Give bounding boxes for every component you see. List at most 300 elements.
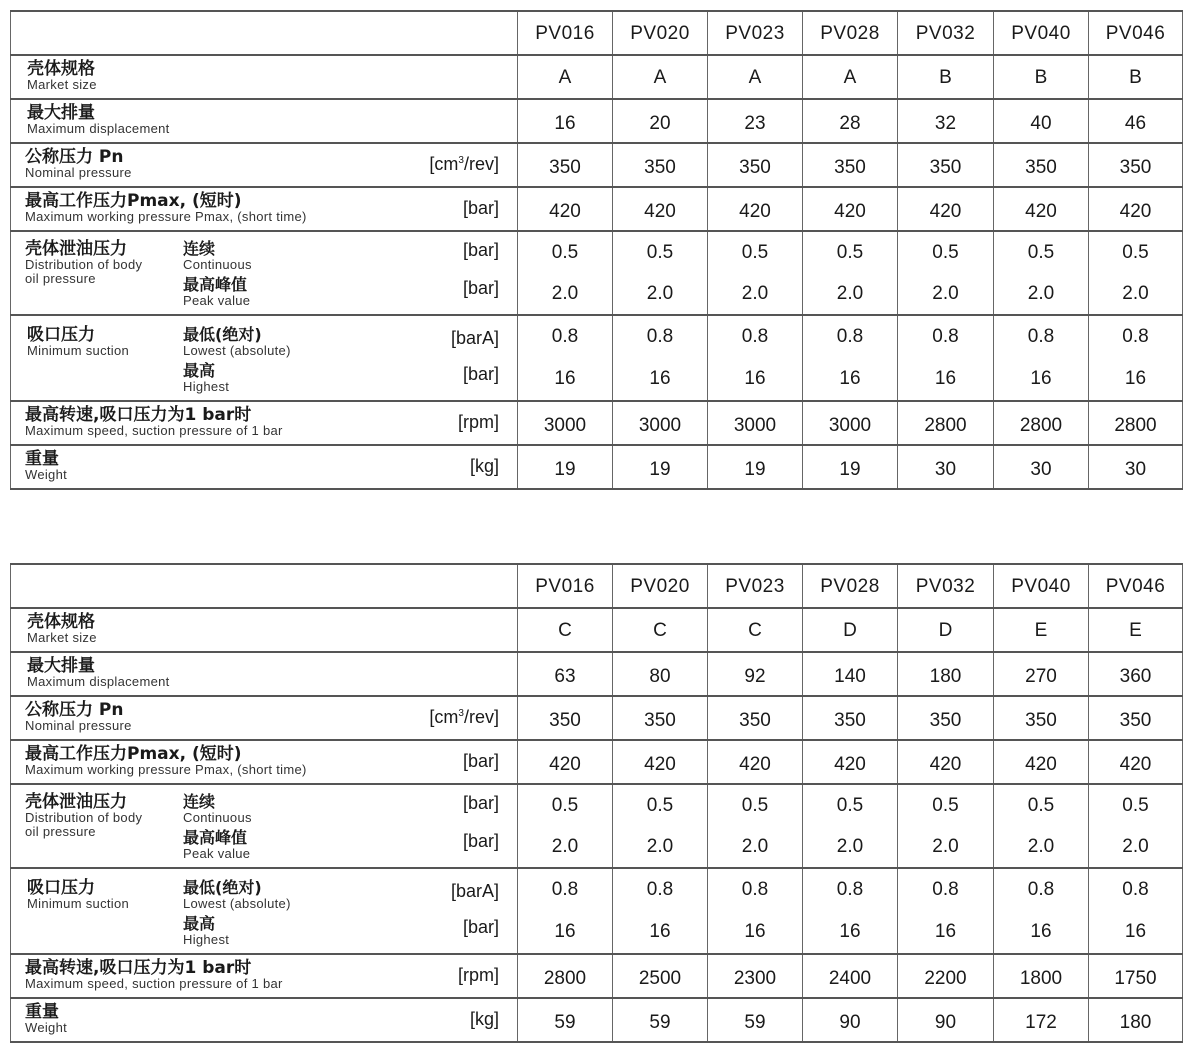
nominal-label-en: Nominal pressure bbox=[25, 165, 132, 180]
model-header: PV020 bbox=[613, 11, 708, 55]
speed-value: 2800 bbox=[1114, 415, 1157, 436]
row-label-displacement bbox=[11, 99, 518, 143]
value-cell bbox=[1089, 954, 1183, 998]
value-cell bbox=[708, 99, 803, 143]
model-header: PV040 bbox=[994, 11, 1089, 55]
value-cell bbox=[803, 231, 898, 315]
body-oil-label-zh: 壳体泄油压力 bbox=[25, 792, 127, 812]
weight-label-zh: 重量 bbox=[25, 449, 59, 469]
weight-value: 180 bbox=[1119, 1012, 1152, 1033]
header-row bbox=[11, 564, 1183, 608]
continuous-label-en: Continuous bbox=[183, 810, 252, 825]
continuous-value: 0.5 bbox=[932, 241, 959, 263]
displacement-label-zh: 最大排量 bbox=[27, 656, 95, 676]
lowest-label-en: Lowest (absolute) bbox=[183, 896, 291, 911]
highest-label-en: Highest bbox=[183, 932, 230, 947]
value-cell bbox=[898, 315, 994, 401]
displacement-label bbox=[27, 657, 170, 689]
value-cell bbox=[898, 784, 994, 868]
highest-value: 16 bbox=[554, 368, 576, 389]
pmax-label bbox=[25, 745, 307, 777]
model-header: PV046 bbox=[1089, 11, 1183, 55]
weight-value: 90 bbox=[839, 1012, 861, 1033]
value-cell bbox=[1089, 187, 1183, 231]
body-oil-label bbox=[25, 240, 142, 286]
lowest-unit: [barA] bbox=[450, 328, 499, 348]
continuous-value: 0.5 bbox=[1122, 794, 1149, 816]
weight-value: 19 bbox=[839, 459, 861, 480]
pmax-value: 420 bbox=[929, 754, 962, 775]
weight-value: 19 bbox=[554, 459, 576, 480]
value-cell bbox=[994, 315, 1089, 401]
value-cell bbox=[1089, 315, 1183, 401]
value-cell bbox=[994, 608, 1089, 652]
value-cell bbox=[613, 696, 708, 740]
nominal-label-zh: 公称压力 Pn bbox=[25, 700, 124, 720]
highest-value: 16 bbox=[1030, 368, 1052, 389]
lowest-label bbox=[183, 326, 291, 358]
peak-value: 2.0 bbox=[551, 835, 579, 857]
continuous-value: 0.5 bbox=[646, 241, 674, 263]
model-header: PV028 bbox=[803, 11, 898, 55]
displacement-value: 16 bbox=[554, 113, 576, 134]
value-cell bbox=[994, 998, 1089, 1042]
highest-value: 16 bbox=[649, 368, 671, 389]
lowest-value: 0.8 bbox=[932, 326, 959, 347]
row-label-weight bbox=[11, 445, 518, 489]
weight-label bbox=[25, 1003, 67, 1035]
lowest-value: 0.8 bbox=[646, 879, 674, 900]
weight-value: 172 bbox=[1025, 1012, 1057, 1033]
row-label-suction bbox=[11, 315, 518, 401]
value-cell bbox=[994, 187, 1089, 231]
displacement-value: 92 bbox=[744, 666, 766, 687]
continuous-value: 0.5 bbox=[646, 794, 674, 816]
row-label-oil bbox=[11, 784, 518, 868]
value-cell bbox=[613, 652, 708, 696]
nominal-value: 350 bbox=[644, 157, 676, 178]
model-header: PV040 bbox=[994, 564, 1089, 608]
row-market_size bbox=[11, 55, 1183, 99]
row-suction bbox=[11, 315, 1183, 401]
model-header: PV016 bbox=[518, 11, 613, 55]
displacement-value: 270 bbox=[1025, 666, 1057, 687]
nominal-unit-post: /rev] bbox=[463, 154, 499, 174]
market_size-label-en: Market size bbox=[27, 77, 97, 92]
speed-label bbox=[25, 959, 283, 991]
speed-label-zh: 最高转速,吸口压力为1 bar时 bbox=[25, 958, 252, 978]
row-suction bbox=[11, 868, 1183, 954]
nominal-label bbox=[25, 701, 132, 733]
peak-value: 2.0 bbox=[836, 282, 864, 304]
value-cell bbox=[994, 99, 1089, 143]
value-cell bbox=[1089, 55, 1183, 99]
continuous-value: 0.5 bbox=[1027, 794, 1055, 816]
highest-label-en: Highest bbox=[183, 379, 230, 394]
value-cell bbox=[994, 868, 1089, 954]
value-cell bbox=[708, 784, 803, 868]
displacement-value: 20 bbox=[649, 113, 671, 134]
displacement-value: 80 bbox=[649, 666, 671, 687]
pmax-value: 420 bbox=[644, 754, 676, 775]
nominal-value: 350 bbox=[929, 710, 962, 731]
market_size-value: C bbox=[558, 620, 572, 641]
speed-value: 3000 bbox=[733, 415, 777, 436]
row-label-suction bbox=[11, 868, 518, 954]
value-cell bbox=[613, 784, 708, 868]
value-cell bbox=[898, 99, 994, 143]
market_size-value: A bbox=[748, 67, 762, 88]
value-cell bbox=[518, 652, 613, 696]
lowest-value: 0.8 bbox=[741, 326, 769, 347]
value-cell bbox=[898, 401, 994, 445]
weight-value: 30 bbox=[1124, 459, 1147, 480]
continuous-value: 0.5 bbox=[551, 241, 579, 263]
highest-value: 16 bbox=[744, 368, 766, 389]
value-cell bbox=[1089, 868, 1183, 954]
value-cell bbox=[708, 740, 803, 784]
row-label-speed bbox=[11, 401, 518, 445]
nominal-value: 350 bbox=[739, 157, 771, 178]
speed-value: 2400 bbox=[828, 968, 872, 989]
value-cell bbox=[1089, 696, 1183, 740]
pmax-value: 420 bbox=[1025, 754, 1057, 775]
row-label-displacement bbox=[11, 652, 518, 696]
continuous-label-en: Continuous bbox=[183, 257, 252, 272]
nominal-value: 350 bbox=[644, 710, 676, 731]
model-header: PV023 bbox=[708, 564, 803, 608]
pmax-label-zh: 最高工作压力Pmax, (短时) bbox=[25, 191, 242, 211]
body-oil-label-en-2: oil pressure bbox=[25, 271, 96, 286]
continuous-value: 0.5 bbox=[836, 241, 864, 263]
peak-value: 2.0 bbox=[1027, 835, 1055, 857]
continuous-unit: [bar] bbox=[462, 240, 499, 260]
weight-value: 59 bbox=[744, 1012, 766, 1033]
row-label-pmax bbox=[11, 187, 518, 231]
value-cell bbox=[613, 187, 708, 231]
row-market_size bbox=[11, 608, 1183, 652]
row-label-nominal bbox=[11, 143, 518, 187]
weight-label-en: Weight bbox=[25, 1020, 68, 1035]
lowest-value: 0.8 bbox=[836, 879, 864, 900]
value-cell bbox=[518, 740, 613, 784]
highest-value: 16 bbox=[1124, 368, 1147, 389]
continuous-value: 0.5 bbox=[932, 794, 959, 816]
nominal-unit-post: /rev] bbox=[463, 707, 499, 727]
value-cell bbox=[518, 315, 613, 401]
displacement-value: 180 bbox=[929, 666, 962, 687]
speed-value: 2800 bbox=[543, 968, 587, 989]
peak-label-zh: 最高峰值 bbox=[183, 828, 248, 847]
header-row bbox=[11, 11, 1183, 55]
speed-unit: [rpm] bbox=[457, 412, 499, 432]
value-cell bbox=[1089, 143, 1183, 187]
speed-value: 3000 bbox=[543, 415, 587, 436]
value-cell bbox=[994, 231, 1089, 315]
value-cell bbox=[708, 696, 803, 740]
peak-value: 2.0 bbox=[1122, 835, 1149, 857]
value-cell bbox=[803, 187, 898, 231]
value-cell bbox=[1089, 401, 1183, 445]
value-cell bbox=[898, 998, 994, 1042]
nominal-value: 350 bbox=[834, 710, 866, 731]
nominal-unit bbox=[429, 154, 499, 175]
nominal-value: 350 bbox=[1119, 710, 1152, 731]
peak-unit: [bar] bbox=[462, 278, 499, 298]
lowest-value: 0.8 bbox=[932, 879, 959, 900]
value-cell bbox=[518, 55, 613, 99]
displacement-label-en: Maximum displacement bbox=[27, 121, 170, 136]
model-header: PV032 bbox=[898, 564, 994, 608]
pmax-value: 420 bbox=[739, 201, 771, 222]
displacement-label bbox=[27, 104, 170, 136]
value-cell bbox=[613, 608, 708, 652]
spec-table-1 bbox=[10, 10, 1183, 490]
value-cell bbox=[898, 608, 994, 652]
pmax-value: 420 bbox=[644, 201, 676, 222]
lowest-value: 0.8 bbox=[551, 879, 579, 900]
displacement-value: 23 bbox=[744, 113, 766, 134]
value-cell bbox=[518, 187, 613, 231]
suction-label-zh: 吸口压力 bbox=[27, 878, 95, 898]
body-oil-label-en: Distribution of body bbox=[25, 810, 143, 825]
market_size-value: E bbox=[1129, 620, 1142, 641]
continuous-value: 0.5 bbox=[836, 794, 864, 816]
lowest-label-zh: 最低(绝对) bbox=[183, 325, 262, 344]
nominal-unit-sup: 3 bbox=[458, 155, 464, 166]
value-cell bbox=[994, 445, 1089, 489]
value-cell bbox=[803, 954, 898, 998]
nominal-unit-pre: [cm bbox=[429, 154, 459, 174]
speed-label-en: Maximum speed, suction pressure of 1 bar bbox=[25, 423, 283, 438]
highest-value: 16 bbox=[934, 368, 957, 389]
nominal-value: 350 bbox=[1025, 710, 1057, 731]
displacement-label-en: Maximum displacement bbox=[27, 674, 170, 689]
pmax-unit: [bar] bbox=[462, 198, 499, 218]
value-cell bbox=[518, 445, 613, 489]
nominal-value: 350 bbox=[929, 157, 962, 178]
pmax-label-zh: 最高工作压力Pmax, (短时) bbox=[25, 744, 242, 764]
displacement-value: 63 bbox=[554, 666, 576, 687]
value-cell bbox=[613, 315, 708, 401]
market_size-value: D bbox=[938, 620, 953, 641]
value-cell bbox=[803, 998, 898, 1042]
displacement-value: 46 bbox=[1124, 113, 1147, 134]
suction-label bbox=[27, 879, 129, 911]
peak-value: 2.0 bbox=[836, 835, 864, 857]
peak-label bbox=[183, 276, 250, 308]
row-pmax bbox=[11, 187, 1183, 231]
market_size-label-en: Market size bbox=[27, 630, 97, 645]
header-corner bbox=[11, 564, 518, 608]
value-cell bbox=[708, 401, 803, 445]
body-oil-label-zh: 壳体泄油压力 bbox=[25, 239, 127, 259]
row-speed bbox=[11, 401, 1183, 445]
nominal-value: 350 bbox=[834, 157, 866, 178]
peak-label bbox=[183, 829, 250, 861]
displacement-value: 28 bbox=[839, 113, 861, 134]
row-oil bbox=[11, 784, 1183, 868]
value-cell bbox=[1089, 740, 1183, 784]
model-header: PV023 bbox=[708, 11, 803, 55]
continuous-unit: [bar] bbox=[462, 793, 499, 813]
value-cell bbox=[994, 784, 1089, 868]
value-cell bbox=[994, 401, 1089, 445]
weight-value: 59 bbox=[649, 1012, 671, 1033]
market_size-label-zh: 壳体规格 bbox=[27, 612, 95, 632]
market_size-label bbox=[27, 60, 97, 92]
value-cell bbox=[518, 231, 613, 315]
value-cell bbox=[518, 143, 613, 187]
row-label-pmax bbox=[11, 740, 518, 784]
value-cell bbox=[898, 143, 994, 187]
peak-label-zh: 最高峰值 bbox=[183, 275, 248, 294]
value-cell bbox=[613, 445, 708, 489]
lowest-value: 0.8 bbox=[1027, 879, 1055, 900]
market_size-value: A bbox=[558, 67, 572, 88]
lowest-value: 0.8 bbox=[1122, 879, 1149, 900]
model-header: PV016 bbox=[518, 564, 613, 608]
highest-label-zh: 最高 bbox=[183, 361, 216, 380]
value-cell bbox=[613, 231, 708, 315]
speed-label-zh: 最高转速,吸口压力为1 bar时 bbox=[25, 405, 252, 425]
value-cell bbox=[803, 99, 898, 143]
value-cell bbox=[1089, 608, 1183, 652]
market_size-value: B bbox=[939, 67, 952, 88]
continuous-value: 0.5 bbox=[741, 794, 769, 816]
value-cell bbox=[613, 55, 708, 99]
value-cell bbox=[708, 608, 803, 652]
value-cell bbox=[994, 55, 1089, 99]
value-cell bbox=[994, 652, 1089, 696]
value-cell bbox=[708, 954, 803, 998]
peak-value: 2.0 bbox=[646, 835, 674, 857]
highest-value: 16 bbox=[1030, 921, 1052, 942]
highest-value: 16 bbox=[554, 921, 576, 942]
lowest-label-zh: 最低(绝对) bbox=[183, 878, 262, 897]
nominal-unit-sup: 3 bbox=[458, 708, 464, 719]
pmax-value: 420 bbox=[1119, 201, 1152, 222]
nominal-value: 350 bbox=[1119, 157, 1152, 178]
peak-unit: [bar] bbox=[462, 831, 499, 851]
highest-label bbox=[183, 362, 229, 394]
value-cell bbox=[1089, 231, 1183, 315]
highest-unit: [bar] bbox=[462, 917, 499, 937]
value-cell bbox=[898, 187, 994, 231]
row-label-market_size bbox=[11, 608, 518, 652]
value-cell bbox=[803, 143, 898, 187]
market_size-value: C bbox=[653, 620, 667, 641]
suction-label bbox=[27, 326, 129, 358]
row-nominal bbox=[11, 696, 1183, 740]
nominal-value: 350 bbox=[739, 710, 771, 731]
value-cell bbox=[898, 55, 994, 99]
speed-value: 2500 bbox=[638, 968, 682, 989]
value-cell bbox=[803, 652, 898, 696]
weight-unit: [kg] bbox=[469, 1009, 499, 1029]
lowest-value: 0.8 bbox=[1027, 326, 1055, 347]
value-cell bbox=[613, 868, 708, 954]
speed-value: 3000 bbox=[638, 415, 682, 436]
value-cell bbox=[708, 998, 803, 1042]
market_size-label-zh: 壳体规格 bbox=[27, 59, 95, 79]
value-cell bbox=[898, 445, 994, 489]
value-cell bbox=[898, 868, 994, 954]
highest-value: 16 bbox=[839, 921, 861, 942]
value-cell bbox=[803, 740, 898, 784]
spec-table-2 bbox=[10, 563, 1183, 1043]
value-cell bbox=[1089, 784, 1183, 868]
lowest-value: 0.8 bbox=[1122, 326, 1149, 347]
value-cell bbox=[994, 143, 1089, 187]
weight-value: 59 bbox=[554, 1012, 576, 1033]
value-cell bbox=[613, 740, 708, 784]
highest-value: 16 bbox=[934, 921, 957, 942]
weight-value: 30 bbox=[1030, 459, 1052, 480]
highest-label bbox=[183, 915, 229, 947]
value-cell bbox=[803, 784, 898, 868]
value-cell bbox=[898, 740, 994, 784]
continuous-value: 0.5 bbox=[741, 241, 769, 263]
value-cell bbox=[518, 99, 613, 143]
value-cell bbox=[708, 445, 803, 489]
value-cell bbox=[803, 696, 898, 740]
row-label-oil bbox=[11, 231, 518, 315]
nominal-value: 350 bbox=[549, 710, 581, 731]
speed-label-en: Maximum speed, suction pressure of 1 bar bbox=[25, 976, 283, 991]
continuous-value: 0.5 bbox=[551, 794, 579, 816]
suction-label-en: Minimum suction bbox=[27, 343, 130, 358]
value-cell bbox=[613, 998, 708, 1042]
pmax-value: 420 bbox=[1025, 201, 1057, 222]
continuous-value: 0.5 bbox=[1122, 241, 1149, 263]
value-cell bbox=[994, 696, 1089, 740]
row-label-weight bbox=[11, 998, 518, 1042]
peak-label-en: Peak value bbox=[183, 846, 251, 861]
market_size-value: E bbox=[1034, 620, 1048, 641]
nominal-label-zh: 公称压力 Pn bbox=[25, 147, 124, 167]
speed-label bbox=[25, 406, 283, 438]
body-oil-label bbox=[25, 793, 142, 839]
lowest-unit: [barA] bbox=[450, 881, 499, 901]
lowest-value: 0.8 bbox=[551, 326, 579, 347]
peak-value: 2.0 bbox=[932, 835, 959, 857]
row-label-speed bbox=[11, 954, 518, 998]
value-cell bbox=[803, 608, 898, 652]
body-oil-label-en: Distribution of body bbox=[25, 257, 143, 272]
weight-label-zh: 重量 bbox=[25, 1002, 59, 1022]
value-cell bbox=[898, 696, 994, 740]
speed-value: 1800 bbox=[1019, 968, 1063, 989]
value-cell bbox=[518, 868, 613, 954]
market_size-value: C bbox=[748, 620, 762, 641]
value-cell bbox=[803, 401, 898, 445]
value-cell bbox=[613, 401, 708, 445]
continuous-label bbox=[183, 793, 252, 825]
model-header: PV028 bbox=[803, 564, 898, 608]
pmax-value: 420 bbox=[549, 754, 581, 775]
row-label-market_size bbox=[11, 55, 518, 99]
value-cell bbox=[518, 784, 613, 868]
peak-value: 2.0 bbox=[1122, 282, 1149, 304]
displacement-value: 360 bbox=[1119, 666, 1152, 687]
nominal-value: 350 bbox=[1025, 157, 1057, 178]
highest-unit: [bar] bbox=[462, 364, 499, 384]
model-header: PV046 bbox=[1089, 564, 1183, 608]
continuous-label bbox=[183, 240, 252, 272]
row-speed bbox=[11, 954, 1183, 998]
peak-value: 2.0 bbox=[741, 282, 769, 304]
